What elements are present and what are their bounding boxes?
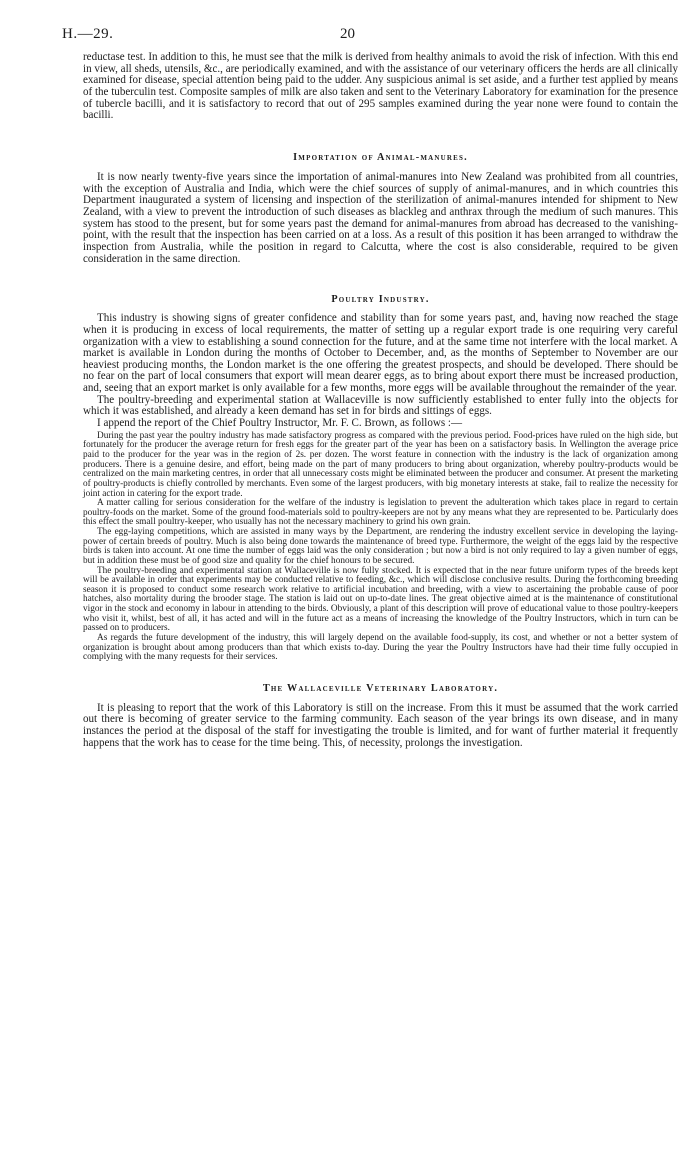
report-paragraph-1: During the past year the poultry industry has made satisfactory progress as compared with the previous period. Food-prices have ruled on the high side, but fortunately for the producer the average return for fresh eggs for the greater part of the year has been on a satisfactory basis. In Wellington the average price paid to the producer for the year was in the region of 2s. per dozen. The worst feature in connection with the industry is the lack of organization among producers. There is a genuine desire, and effort, being made on the part of many producers to bring about organization, whereby poultry-products would be centralized on the main marketing centres, in order that all unnecessary costs might be eliminated between the producer and consumer. At present the marketing of poultry-products is chiefly controlled by merchants. Even some of the largest producers, with big monetary interests at stake, fail to realize the necessity for joint action in catering for the export trade. bbox=[83, 430, 678, 499]
report-identifier: H.—29. bbox=[62, 26, 114, 42]
poultry-paragraph-1: This industry is showing signs of greater confidence and stability than for some years past, and, having now reached the stage when it is producing in excess of local requirements, the matter of setting up a regular export trade is one requiring very careful organization with a view to establishing a sound connection for the future, and at the same time not interfere with the local market. A market is available in London during the months of October to December, and, as the months of September to November are our heaviest producing months, the London market is the one offering the greatest prospects, and should be developed. There should be no fear on the part of local consumers that export will mean dearer eggs, as to bring about export there must be increased production, and, seeing that an export market is only available for a few months, more eggs will be available throughout the remainder of the year. bbox=[83, 312, 678, 395]
report-paragraph-2: A matter calling for serious consideration for the welfare of the industry is legislation to prevent the adulteration which takes place in regard to certain poultry-foods on the market. Some of the ground food-materials sold to poultry-keepers are not by any means what they are represented to be. Particularly does this effect the small poultry-keeper, who usually has not the necessary machinery to grind his own grain. bbox=[83, 498, 678, 528]
poultry-paragraph-2: The poultry-breeding and experimental station at Wallaceville is now sufficiently established to enter fully into the objects for which it was established, and already a keen demand has set in for birds and sittings of eggs. bbox=[83, 393, 678, 418]
laboratory-paragraph: It is pleasing to report that the work of this Laboratory is still on the increase. From this it must be assumed that the work carried out there is becoming of greater service to the farming community. Each season of the year brings its own disease, and in many instances the period at the disposal of the staff for investigating the trouble is limited, and for want of further material it frequently happens that the work has to cease for the time being. This, of necessity, prolongs the investigation. bbox=[83, 701, 678, 749]
section-heading-poultry: Poultry Industry. bbox=[331, 294, 430, 306]
poultry-paragraph-3: I append the report of the Chief Poultry Instructor, Mr. F. C. Brown, as follows :— bbox=[97, 417, 463, 430]
section-heading-laboratory: The Wallaceville Veterinary Laboratory. bbox=[262, 682, 499, 694]
report-paragraph-3: The egg-laying competitions, which are assisted in many ways by the Department, are rendering the industry excellent service in developing the laying-power of certain breeds of poultry. Much is also being done towards the maintenance of breed type. Furthermore, the weight of the eggs laid by the respective birds is taken into account. At one time the number of eggs laid was the only consideration ; but now a bird is not only required to lay a given number of eggs, but in addition these must be of good size and quality for the chief honours to be secured. bbox=[83, 527, 678, 566]
importation-paragraph: It is now nearly twenty-five years since the importation of animal-manures into New Zealand was prohibited from all countries, with the exception of Australia and India, which were the chief sources of supply of animal-manures, and in which countries this Department inaugurated a system of licensing and inspection of the sterilization of animal-manures intended for shipment to New Zealand, with a view to prevent the introduction of such diseases as blackleg and anthrax through the medium of such manures. This system has stood to the present, but for some years past the demand for animal-manures from abroad has decreased to the vanishing-point, with the result that the inspection has been carried on at a loss. As a result of this position it has been arranged to withdraw the inspection from Australia, while the position in regard to Calcutta, where the cost is also considerable, required to be given consideration in the same direction. bbox=[83, 170, 678, 265]
page-number: 20 bbox=[340, 26, 355, 42]
report-paragraph-5: As regards the future development of the industry, this will largely depend on the available food-supply, its cost, and whether or not a better system of organization is brought about among producers than that which exists to-day. During the year the Poultry Instructors have had their time fully occupied in complying with the many requests for their services. bbox=[83, 632, 678, 663]
intro-paragraph: reductase test. In addition to this, he must see that the milk is derived from healthy animals to avoid the risk of infection. With this end in view, all sheds, utensils, &c., are periodically examined, and with the assistance of our veterinary officers the herds are all clinically examined for disease, special attention being paid to the udder. Any suspicious animal is set aside, and a further test applied by means of the tuberculin test. Composite samples of milk are also taken and sent to the Veterinary Laboratory for examination for the presence of tubercle bacilli, and it is satisfactory to record that out of 295 samples examined during the year none were found to contain the bacilli. bbox=[83, 51, 678, 122]
chief-instructor-report bbox=[83, 432, 678, 663]
section-heading-importation: Importation of Animal-manures. bbox=[293, 151, 468, 163]
report-paragraph-4: The poultry-breeding and experimental station at Wallaceville is now fully stocked. It is expected that in the near future uniform types of the breeds kept will be available in order that experiments may be conducted relative to feeding, &c., which will disclose conclusive results. During the forthcoming breeding season it is proposed to conduct some research work relative to artificial incubation and breeding, with a view to ascertaining the probable cause of poor hatches, also mortality during the brooder stage. The station is laid out on up-to-date lines. The great objective aimed at is the maintenance of constitutional vigor in the stock and economy in labour in attending to the birds. Obviously, a plant of this description will prove of educational value to those poultry-keepers who visit it, whilst, best of all, it has acted and will in the future act as a means of increasing the knowledge of the Poultry Instructors, which in turn can be passed on to producers. bbox=[83, 565, 678, 634]
document-body bbox=[83, 52, 678, 749]
